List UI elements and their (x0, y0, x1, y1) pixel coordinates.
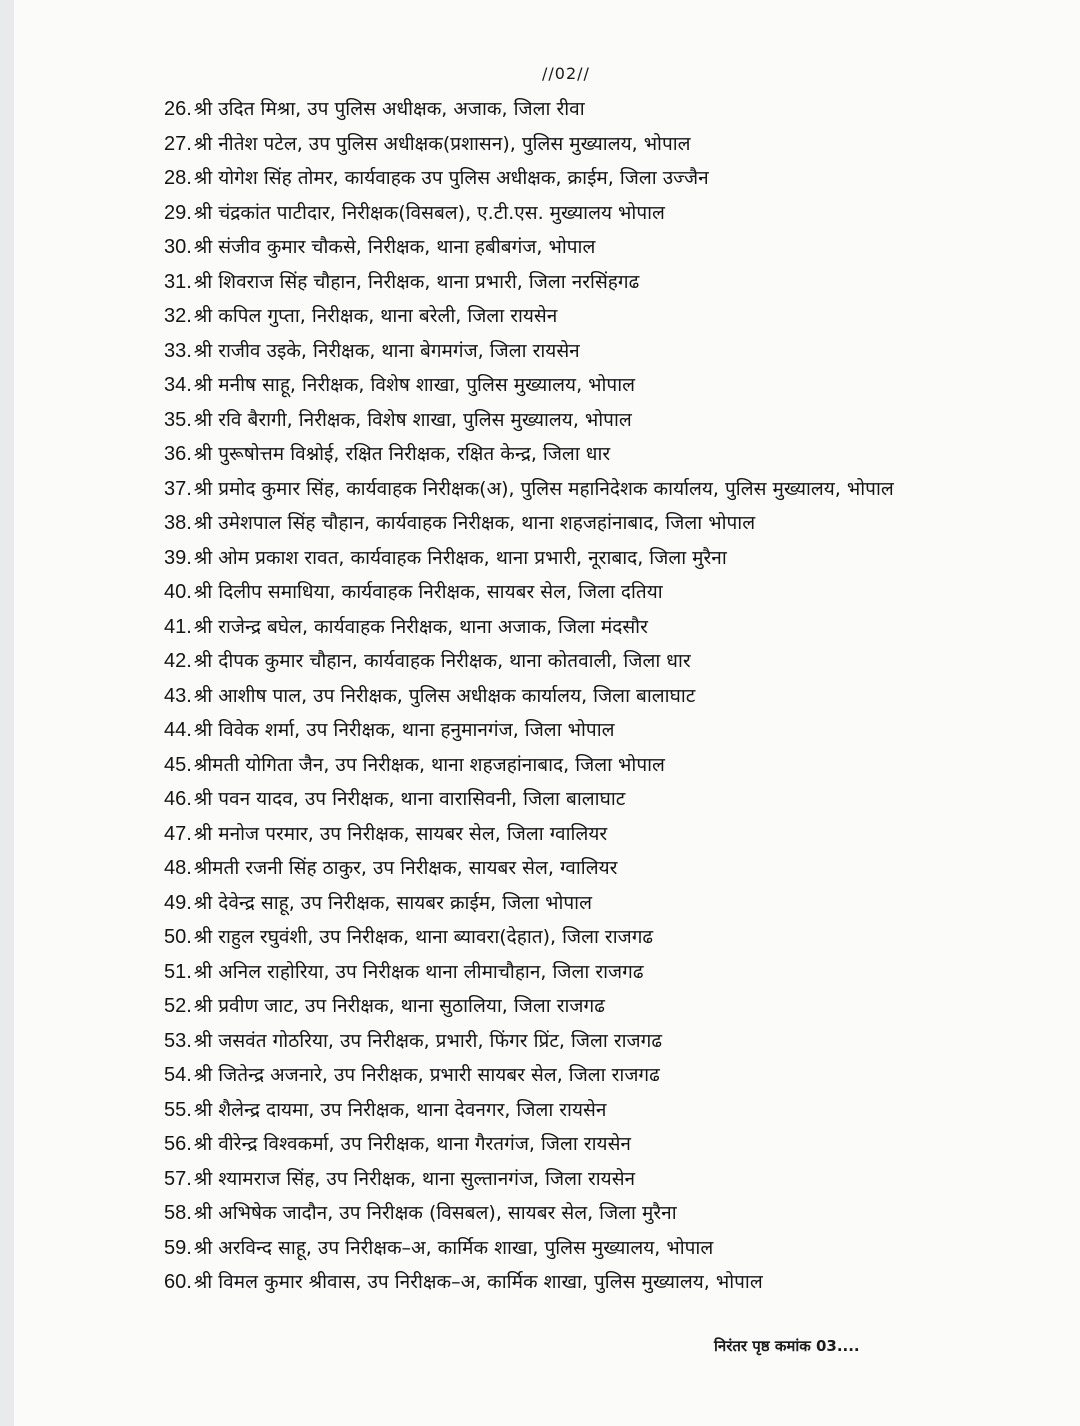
list-item (164, 1093, 1064, 1128)
list-item (164, 989, 1064, 1024)
list-item (164, 886, 1064, 921)
list-item (164, 368, 1064, 403)
entry-number: 53. (164, 1029, 192, 1052)
entry-text: श्री वीरेन्द्र विश्वकर्मा, उप निरीक्षक, थाना गैरतगंज, जिला रायसेन (193, 1133, 631, 1155)
document-page (14, 0, 1080, 1426)
entry-number: 60. (164, 1271, 192, 1293)
entry-text: श्री रवि बैरागी, निरीक्षक, विशेष शाखा, पुलिस मुख्यालय, भोपाल (193, 408, 632, 431)
list-item (164, 506, 1064, 541)
entry-text: श्री पवन यादव, उप निरीक्षक, थाना वारासिवनी, जिला बालाघाट (193, 788, 626, 810)
list-item (164, 541, 1064, 576)
entry-text: श्री आशीष पाल, उप निरीक्षक, पुलिस अधीक्षक कार्यालय, जिला बालाघाट (193, 684, 696, 707)
entry-number: 34. (164, 374, 192, 396)
list-item (164, 1127, 1064, 1162)
entry-text: श्री राजीव उइके, निरीक्षक, थाना बेगमगंज, जिला रायसेन (193, 339, 580, 362)
list-item (164, 748, 1064, 783)
entry-text: श्री नीतेश पटेल, उप पुलिस अधीक्षक(प्रशासन), पुलिस मुख्यालय, भोपाल (193, 132, 691, 155)
entry-text: श्री दिलीप समाधिया, कार्यवाहक निरीक्षक, सायबर सेल, जिला दतिया (193, 581, 663, 603)
list-item (164, 644, 1064, 679)
entry-text: श्री मनोज परमार, उप निरीक्षक, सायबर सेल, जिला ग्वालियर (193, 822, 608, 845)
entry-number: 52. (164, 995, 192, 1017)
list-item (164, 1265, 1064, 1300)
entry-number: 36. (164, 443, 192, 465)
entry-number: 35. (164, 408, 192, 431)
list-item (164, 437, 1064, 472)
entry-text: श्री संजीव कुमार चौकसे, निरीक्षक, थाना हबीबगंज, भोपाल (193, 236, 596, 258)
list-item (164, 782, 1064, 817)
list-item (164, 920, 1064, 955)
entry-number: 30. (164, 236, 192, 258)
list-item (164, 334, 1064, 369)
page-number: //02// (542, 64, 590, 83)
entry-text: श्री दीपक कुमार चौहान, कार्यवाहक निरीक्षक, थाना कोतवाली, जिला धार (193, 650, 691, 672)
entry-text: श्री प्रवीण जाट, उप निरीक्षक, थाना सुठालिया, जिला राजगढ (193, 995, 605, 1017)
entry-number: 59. (164, 1236, 192, 1259)
entry-number: 26. (164, 98, 192, 120)
entry-number: 46. (164, 788, 192, 810)
entry-number: 31. (164, 270, 192, 293)
entry-number: 54. (164, 1064, 192, 1086)
list-item (164, 127, 1064, 162)
entry-text: श्री पुरूषोत्तम विश्नोई, रक्षित निरीक्षक, रक्षित केन्द्र, जिला धार (193, 443, 611, 465)
entry-text: श्री राजेन्द्र बघेल, कार्यवाहक निरीक्षक, थाना अजाक, जिला मंदसौर (193, 615, 648, 638)
entry-text: श्री देवेन्द्र साहू, उप निरीक्षक, सायबर क्राईम, जिला भोपाल (193, 891, 592, 914)
list-item (164, 817, 1064, 852)
list-item (164, 1231, 1064, 1266)
entry-number: 29. (164, 201, 192, 224)
entry-text: श्री अरविन्द साहू, उप निरीक्षक–अ, कार्मिक शाखा, पुलिस मुख्यालय, भोपाल (193, 1236, 714, 1259)
entry-number: 45. (164, 753, 192, 776)
list-item (164, 851, 1064, 886)
list-item (164, 196, 1064, 231)
entry-text: श्री योगेश सिंह तोमर, कार्यवाहक उप पुलिस अधीक्षक, क्राईम, जिला उज्जैन (193, 167, 709, 189)
entry-text: श्री चंद्रकांत पाटीदार, निरीक्षक(विसबल), ए.टी.एस. मुख्यालय भोपाल (193, 201, 665, 224)
entry-number: 40. (164, 581, 192, 603)
entry-text: श्री उमेशपाल सिंह चौहान, कार्यवाहक निरीक्षक, थाना शहजहांनाबाद, जिला भोपाल (193, 512, 756, 534)
entry-number: 37. (164, 477, 192, 500)
entry-number: 33. (164, 339, 192, 362)
entry-text: श्री ओम प्रकाश रावत, कार्यवाहक निरीक्षक, थाना प्रभारी, नूराबाद, जिला मुरैना (193, 546, 727, 569)
list-item (164, 575, 1064, 610)
entry-text: श्री अभिषेक जादौन, उप निरीक्षक (विसबल), सायबर सेल, जिला मुरैना (193, 1202, 677, 1224)
entry-text: श्री जितेन्द्र अजनारे, उप निरीक्षक, प्रभारी सायबर सेल, जिला राजगढ (193, 1064, 660, 1086)
entry-text: श्री कपिल गुप्ता, निरीक्षक, थाना बरेली, जिला रायसेन (193, 305, 558, 327)
list-item (164, 955, 1064, 990)
entry-number: 41. (164, 615, 192, 638)
entry-number: 28. (164, 167, 192, 189)
entry-text: श्री प्रमोद कुमार सिंह, कार्यवाहक निरीक्षक(अ), पुलिस महानिदेशक कार्यालय, पुलिस मुख्यालय, भोपाल (193, 477, 894, 500)
entry-number: 44. (164, 719, 192, 741)
officer-list (164, 92, 1064, 1300)
list-item (164, 1024, 1064, 1059)
entry-text: श्री श्यामराज सिंह, उप निरीक्षक, थाना सुल्तानगंज, जिला रायसेन (193, 1167, 636, 1190)
entry-number: 47. (164, 822, 192, 845)
list-item (164, 403, 1064, 438)
list-item (164, 265, 1064, 300)
entry-text: श्री विवेक शर्मा, उप निरीक्षक, थाना हनुमानगंज, जिला भोपाल (193, 719, 615, 741)
entry-text: श्रीमती योगिता जैन, उप निरीक्षक, थाना शहजहांनाबाद, जिला भोपाल (193, 753, 665, 776)
list-item (164, 713, 1064, 748)
entry-number: 42. (164, 650, 192, 672)
entry-number: 43. (164, 684, 192, 707)
continued-on-next-page-note: निरंतर पृष्ठ कमांक 03.... (714, 1337, 860, 1355)
list-item (164, 1196, 1064, 1231)
list-item (164, 230, 1064, 265)
entry-number: 58. (164, 1202, 192, 1224)
entry-number: 57. (164, 1167, 192, 1190)
entry-text: श्री शैलेन्द्र दायमा, उप निरीक्षक, थाना देवनगर, जिला रायसेन (193, 1098, 607, 1121)
entry-number: 51. (164, 960, 192, 983)
entry-number: 38. (164, 512, 192, 534)
list-item (164, 472, 1064, 507)
list-item (164, 610, 1064, 645)
list-item (164, 161, 1064, 196)
list-item (164, 679, 1064, 714)
entry-number: 27. (164, 132, 192, 155)
entry-text: श्री मनीष साहू, निरीक्षक, विशेष शाखा, पुलिस मुख्यालय, भोपाल (193, 374, 636, 396)
entry-number: 50. (164, 926, 192, 948)
entry-text: श्री उदित मिश्रा, उप पुलिस अधीक्षक, अजाक, जिला रीवा (193, 98, 585, 120)
entry-text: श्री जसवंत गोठरिया, उप निरीक्षक, प्रभारी, फिंगर प्रिंट, जिला राजगढ (193, 1029, 663, 1052)
list-item (164, 1162, 1064, 1197)
entry-text: श्री अनिल राहोरिया, उप निरीक्षक थाना लीमाचौहान, जिला राजगढ (193, 960, 644, 983)
entry-number: 49. (164, 891, 192, 914)
entry-number: 39. (164, 546, 192, 569)
list-item (164, 299, 1064, 334)
entry-text: श्री शिवराज सिंह चौहान, निरीक्षक, थाना प्रभारी, जिला नरसिंहगढ (193, 270, 640, 293)
entry-number: 55. (164, 1098, 192, 1121)
list-item (164, 1058, 1064, 1093)
entry-number: 32. (164, 305, 192, 327)
entry-number: 56. (164, 1133, 192, 1155)
list-item (164, 92, 1064, 127)
entry-text: श्री राहुल रघुवंशी, उप निरीक्षक, थाना ब्यावरा(देहात), जिला राजगढ (193, 926, 654, 948)
entry-text: श्री विमल कुमार श्रीवास, उप निरीक्षक–अ, कार्मिक शाखा, पुलिस मुख्यालय, भोपाल (193, 1271, 763, 1293)
entry-text: श्रीमती रजनी सिंह ठाकुर, उप निरीक्षक, सायबर सेल, ग्वालियर (193, 857, 618, 879)
entry-number: 48. (164, 857, 192, 879)
